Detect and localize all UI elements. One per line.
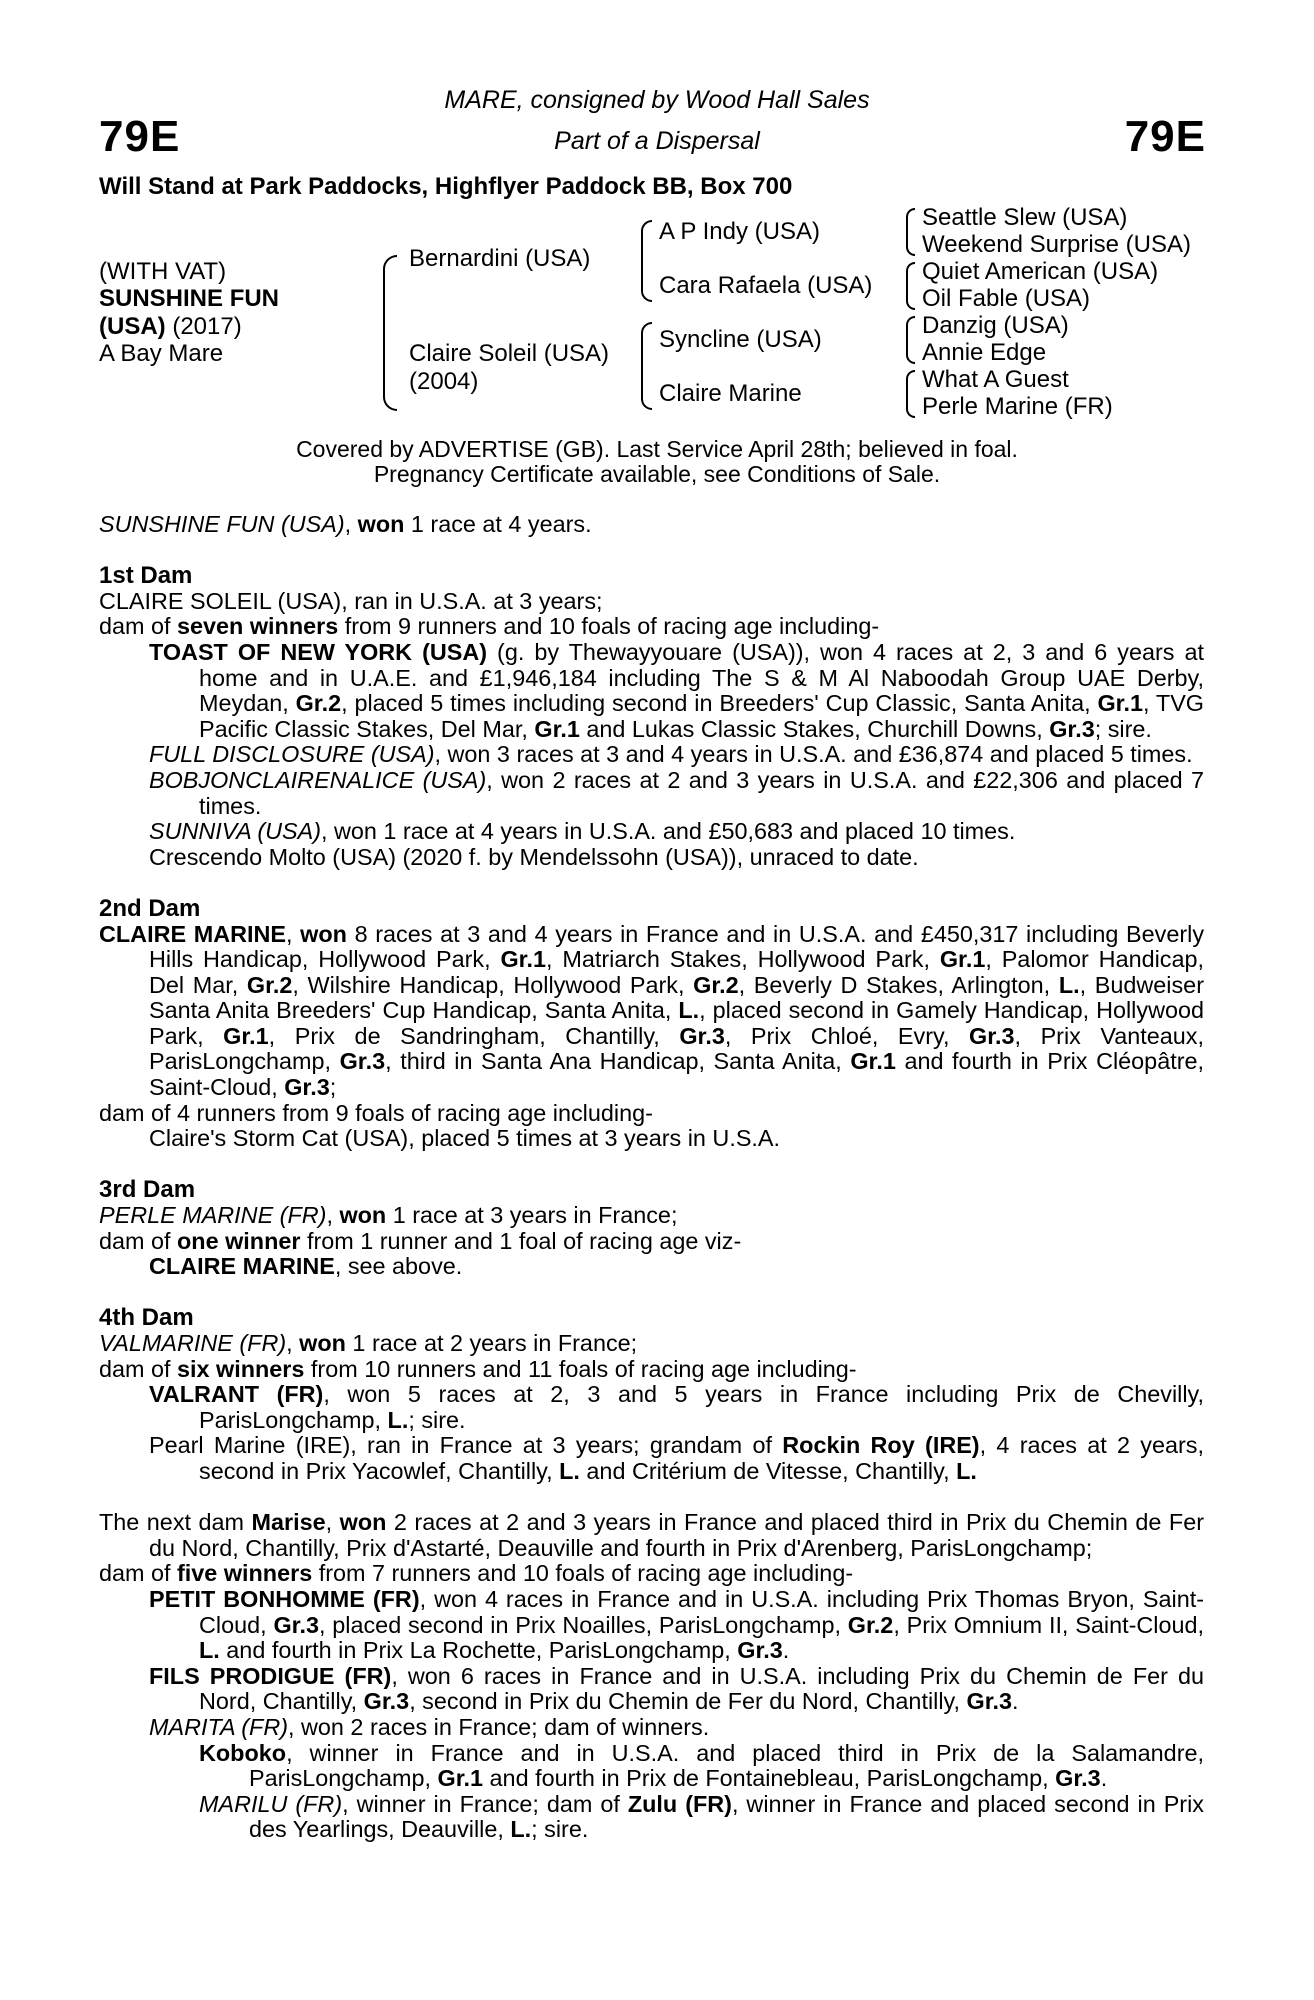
ggp-7: What A Guest (922, 366, 1069, 393)
pedigree-brace-sd (906, 262, 915, 310)
second-dam-produce-line: dam of 4 runners from 9 foals of racing age including- (99, 1099, 653, 1126)
ggp-1: Seattle Slew (USA) (922, 204, 1128, 231)
produce-sunniva: SUNNIVA (USA), won 1 race at 4 years in U.S.A. and £50,683 and placed 10 times. (149, 818, 1016, 845)
pregnancy-line: Pregnancy Certificate available, see Conditions of Sale. (373, 461, 941, 487)
dispersal-line: Part of a Dispersal (554, 127, 760, 155)
horse-country: (USA) (99, 313, 166, 340)
lot-number-left: 79E (99, 112, 181, 161)
pedigree-brace-dam (641, 322, 652, 410)
produce-bobjonclairenalice: BOBJONCLAIRENALICE (USA), won 2 races at 2 and 3 years in U.S.A. and £22,306 and placed 7 times. (149, 766, 1204, 819)
vat-note: (WITH VAT) (99, 258, 227, 285)
second-dam-heading: 2nd Dam (99, 894, 201, 922)
horse-description: A Bay Mare (99, 340, 224, 367)
fourth-dam-produce-line: dam of six winners from 10 runners and 11 foals of racing age including- (99, 1355, 857, 1382)
produce-fils-prodigue: FILS PRODIGUE (FR), won 6 races in France and in U.S.A. including Prix du Chemin de Fer du Nord, Chantilly, Gr.3, second in Prix du Chemin de Fer du Nord, Chantilly, Gr.3. (149, 1662, 1204, 1715)
first-dam-line: CLAIRE SOLEIL (USA), ran in U.S.A. at 3 years; (99, 587, 603, 614)
pedigree-brace-ds (906, 316, 915, 364)
intro-line: SUNSHINE FUN (USA), won 1 race at 4 years. (99, 511, 592, 537)
fourth-dam-heading: 4th Dam (99, 1304, 194, 1332)
third-dam-produce-line: dam of one winner from 1 runner and 1 foal of racing age viz- (99, 1227, 742, 1254)
first-dam-produce-line: dam of seven winners from 9 runners and 10 foals of racing age including- (99, 613, 880, 640)
fourth-dam-line: VALMARINE (FR), won 1 race at 2 years in France; (99, 1330, 638, 1356)
covered-line: Covered by ADVERTISE (GB). Last Service April 28th; believed in foal. (296, 436, 1018, 462)
third-dam-heading: 3rd Dam (99, 1176, 196, 1204)
ggp-3: Quiet American (USA) (922, 258, 1159, 285)
produce-claires-storm-cat: Claire's Storm Cat (USA), placed 5 times at 3 years in U.S.A. (149, 1125, 781, 1152)
ggp-6: Annie Edge (922, 339, 1047, 366)
produce-full-disclosure: FULL DISCLOSURE (USA), won 3 races at 3 and 4 years in U.S.A. and £36,874 and placed 5 times. (149, 741, 1193, 768)
produce-claire-marine: CLAIRE MARINE, see above. (149, 1253, 463, 1280)
produce-toast-of-new-york: TOAST OF NEW YORK (USA) (g. by Thewayyouare (USA)), won 4 races at 2, 3 and 6 years at home and in U.A.E. and £1,946,184 including The S & M Al Naboodah Group UAE Derby, Meydan, Gr.2, placed 5 times including second in Breeders' Cup Classic, Santa Anita, Gr.1, TVG Pacific Classic Stakes, Del Mar, Gr.1 and Lukas Classic Stakes, Churchill Downs, Gr.3; sire. (149, 638, 1204, 742)
next-dam-record: The next dam Marise, won 2 races at 2 and 3 years in France and placed third in Prix du Chemin de Fer du Nord, Chantilly, Prix d'Astarté, Deauville and fourth in Prix d'Arenberg, ParisLongchamp; (99, 1509, 1204, 1561)
produce-koboko: Koboko, winner in France and in U.S.A. and placed third in Prix de la Salamandre, ParisLongchamp, Gr.1 and fourth in Prix de Fontainebleau, ParisLongchamp, Gr.3. (199, 1739, 1204, 1792)
sire-name: Bernardini (USA) (409, 245, 591, 272)
consignor-line: MARE, consigned by Wood Hall Sales (444, 86, 870, 114)
produce-valrant: VALRANT (FR), won 5 races at 2, 3 and 5 years in France including Prix de Chevilly, ParisLongchamp, L.; sire. (149, 1381, 1205, 1433)
horse-year: (2017) (172, 313, 242, 340)
dam-sire: Syncline (USA) (659, 326, 822, 353)
ggp-4: Oil Fable (USA) (922, 285, 1091, 312)
dam-year: (2004) (409, 368, 479, 395)
produce-marita: MARITA (FR), won 2 races in France; dam of winners. (149, 1713, 710, 1740)
next-dam-produce-line: dam of five winners from 7 runners and 10 foals of racing age including- (99, 1560, 854, 1587)
dam-name: Claire Soleil (USA) (409, 340, 610, 367)
catalogue-body (99, 512, 1204, 1843)
stand-location: Will Stand at Park Paddocks, Highflyer Paddock BB, Box 700 (99, 173, 793, 200)
produce-pearl-marine: Pearl Marine (IRE), ran in France at 3 years; grandam of Rockin Roy (IRE), 4 races at 2 years, second in Prix Yacowlef, Chantilly, L. and Critérium de Vitesse, Chantilly, L. (149, 1432, 1204, 1484)
produce-petit-bonhomme: PETIT BONHOMME (FR), won 4 races in France and in U.S.A. including Prix Thomas Bryon, Saint-Cloud, Gr.3, placed second in Prix Noailles, ParisLongchamp, Gr.2, Prix Omnium II, Saint-Cloud, L. and fourth in Prix La Rochette, ParisLongchamp, Gr.3. (149, 1585, 1205, 1664)
pedigree-brace-sire (641, 220, 652, 302)
pedigree-brace-main (383, 255, 397, 411)
ggp-8: Perle Marine (FR) (922, 393, 1113, 420)
dam-dam: Claire Marine (659, 380, 802, 407)
produce-marilu: MARILU (FR), winner in France; dam of Zulu (FR), winner in France and placed second in Prix des Yearlings, Deauville, L.; sire. (199, 1790, 1204, 1843)
lot-number-right: 79E (1124, 112, 1206, 161)
horse-origin (99, 313, 242, 341)
produce-crescendo-molto: Crescendo Molto (USA) (2020 f. by Mendelssohn (USA)), unraced to date. (149, 843, 919, 870)
pedigree-brace-ss (906, 208, 915, 256)
first-dam-heading: 1st Dam (99, 562, 193, 590)
second-dam-record: CLAIRE MARINE, won 8 races at 3 and 4 years in France and in U.S.A. and £450,317 including Beverly Hills Handicap, Hollywood Park, Gr.1, Matriarch Stakes, Hollywood Park, Gr.1, Palomor Handicap, Del Mar, Gr.2, Wilshire Handicap, Hollywood Park, Gr.2, Beverly D Stakes, Arlington, L., Budweiser Santa Anita Breeders' Cup Handicap, Santa Anita, L., placed second in Gamely Handicap, Hollywood Park, Gr.1, Prix de Sandringham, Chantilly, Gr.3, Prix Chloé, Evry, Gr.3, Prix Vanteaux, ParisLongchamp, Gr.3, third in Santa Ana Handicap, Santa Anita, Gr.1 and fourth in Prix Cléopâtre, Saint-Cloud, Gr.3; (99, 920, 1205, 1101)
sire-sire: A P Indy (USA) (659, 218, 820, 245)
pedigree-brace-dd (906, 370, 915, 418)
horse-name: SUNSHINE FUN (99, 285, 280, 312)
third-dam-line: PERLE MARINE (FR), won 1 race at 3 years in France; (99, 1202, 678, 1229)
sire-dam: Cara Rafaela (USA) (659, 272, 873, 299)
ggp-2: Weekend Surprise (USA) (922, 231, 1191, 258)
ggp-5: Danzig (USA) (922, 312, 1069, 339)
